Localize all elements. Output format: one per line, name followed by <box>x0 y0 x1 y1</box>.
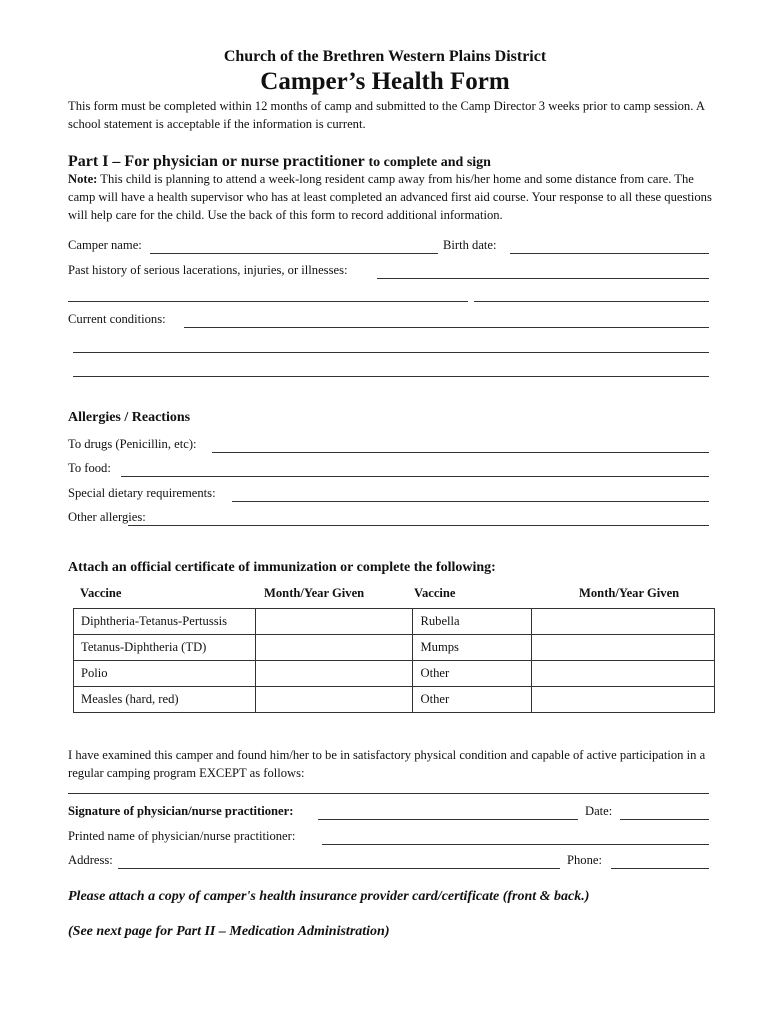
vaccine-column-header-1: Vaccine <box>80 586 122 600</box>
printed-name-field[interactable] <box>322 829 709 845</box>
food-allergy-label: To food: <box>68 461 111 475</box>
printed-name-label: Printed name of physician/nurse practitioner: <box>68 829 296 843</box>
vaccine-name: Tetanus-Diphtheria (TD) <box>74 635 256 661</box>
signature-label: Signature of physician/nurse practitioner: <box>68 804 294 818</box>
note-label: Note: <box>68 172 98 186</box>
camper-name-field[interactable] <box>150 238 438 254</box>
vaccine-name: Polio <box>74 661 256 687</box>
table-row <box>74 687 715 713</box>
vaccine-name: Diphtheria-Tetanus-Pertussis <box>74 609 256 635</box>
table-row <box>74 661 715 687</box>
address-label: Address: <box>68 853 113 867</box>
vaccine-date-cell[interactable] <box>532 687 715 713</box>
note-text: This child is planning to attend a week-long resident camp away from his/her home and some distance from care. The camp will have a health supervisor who has at least completed an advanced first aid course. Your response to all these questions will help care for the child. Use the back of this form to record additional information. <box>68 172 712 222</box>
dietary-requirements-label: Special dietary requirements: <box>68 486 216 500</box>
vaccine-name: Measles (hard, red) <box>74 687 256 713</box>
form-title: Camper’s Health Form <box>260 68 510 95</box>
phone-label: Phone: <box>567 853 602 867</box>
intro-paragraph: This form must be completed within 12 months of camp and submitted to the Camp Director 3 weeks prior to camp session. A school statement is acceptable if the information is current. <box>68 99 705 131</box>
immunization-heading: Attach an official certificate of immunization or complete the following: <box>68 560 496 575</box>
table-row <box>74 609 715 635</box>
current-conditions-field-line2[interactable] <box>73 337 709 353</box>
vaccine-name: Other <box>413 661 532 687</box>
birth-date-field[interactable] <box>510 238 709 254</box>
date-label: Date: <box>585 804 613 818</box>
vaccine-date-cell[interactable] <box>255 609 413 635</box>
current-conditions-label: Current conditions: <box>68 312 166 326</box>
dietary-requirements-field[interactable] <box>232 486 709 502</box>
part1-heading <box>68 153 491 171</box>
given-column-header-2: Month/Year Given <box>579 586 680 600</box>
food-allergy-field[interactable] <box>121 461 709 477</box>
note-paragraph <box>68 170 718 224</box>
organization-name: Church of the Brethren Western Plains District <box>223 48 547 65</box>
given-column-header-1: Month/Year Given <box>264 586 365 600</box>
vaccine-date-cell[interactable] <box>255 687 413 713</box>
past-history-field-line2a[interactable] <box>68 286 468 302</box>
immunization-table <box>73 608 715 713</box>
past-history-field-line2b[interactable] <box>474 286 709 302</box>
other-allergies-field[interactable] <box>128 510 709 526</box>
vaccine-name: Other <box>413 687 532 713</box>
vaccine-date-cell[interactable] <box>255 635 413 661</box>
vaccine-name: Mumps <box>413 635 532 661</box>
other-allergies-label: Other allergies: <box>68 510 146 524</box>
address-field[interactable] <box>118 853 560 869</box>
birth-date-label: Birth date: <box>443 238 497 252</box>
signature-field[interactable] <box>318 804 578 820</box>
next-page-note: (See next page for Part II – Medication Administration) <box>68 924 390 939</box>
insurance-instruction: Please attach a copy of camper's health insurance provider card/certificate (front & back.) <box>68 889 590 904</box>
table-row <box>74 635 715 661</box>
date-field[interactable] <box>620 804 709 820</box>
past-history-field[interactable] <box>377 263 709 279</box>
past-history-label: Past history of serious lacerations, injuries, or illnesses: <box>68 263 348 277</box>
allergies-heading: Allergies / Reactions <box>68 410 191 425</box>
drug-allergy-field[interactable] <box>212 437 709 453</box>
phone-field[interactable] <box>611 853 709 869</box>
drug-allergy-label: To drugs (Penicillin, etc): <box>68 437 197 451</box>
current-conditions-field[interactable] <box>184 312 709 328</box>
vaccine-date-cell[interactable] <box>532 635 715 661</box>
vaccine-date-cell[interactable] <box>532 609 715 635</box>
part1-heading-main: Part I – For physician or nurse practitioner <box>68 153 365 170</box>
vaccine-date-cell[interactable] <box>532 661 715 687</box>
exam-statement: I have examined this camper and found him/her to be in satisfactory physical condition and capable of active participation in a regular camping program EXCEPT as follows: <box>68 748 706 780</box>
vaccine-date-cell[interactable] <box>255 661 413 687</box>
part1-heading-suffix: to complete and sign <box>368 155 491 170</box>
current-conditions-field-line3[interactable] <box>73 361 709 377</box>
vaccine-column-header-2: Vaccine <box>414 586 456 600</box>
exceptions-field[interactable] <box>68 778 709 794</box>
camper-name-label: Camper name: <box>68 238 142 252</box>
vaccine-name: Rubella <box>413 609 532 635</box>
